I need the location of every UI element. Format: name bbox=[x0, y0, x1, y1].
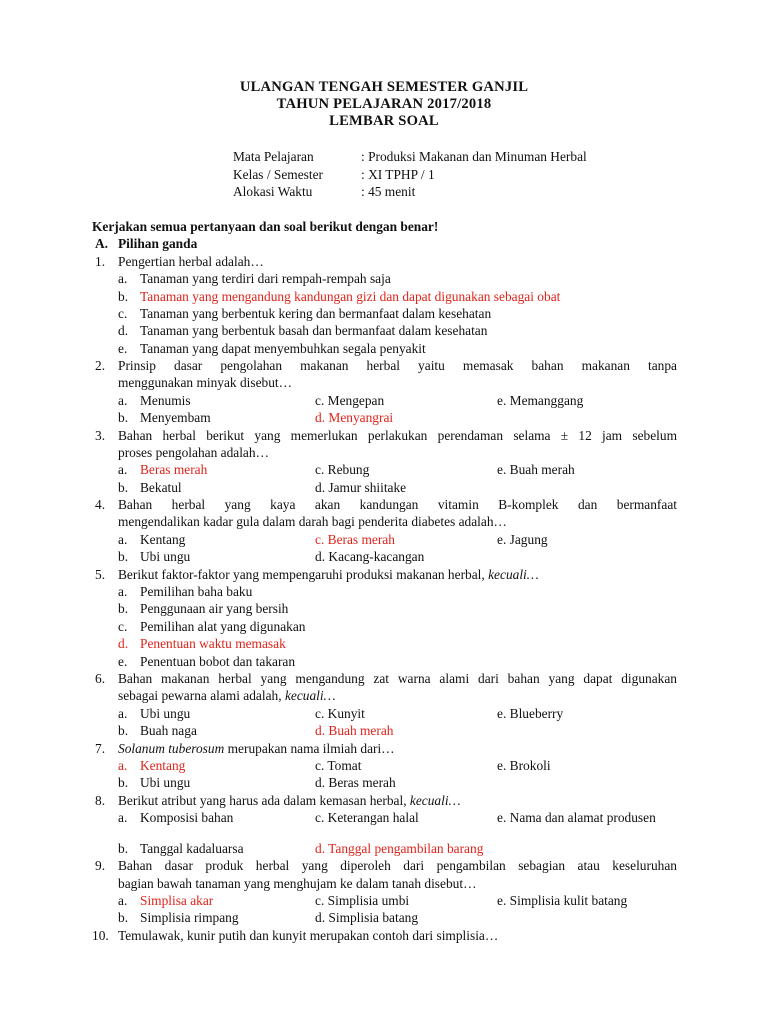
option-text: Kunyit bbox=[327, 706, 365, 721]
option-letter: c. bbox=[315, 532, 325, 547]
option-answer bbox=[315, 531, 395, 548]
option-text: Buah naga bbox=[140, 723, 197, 738]
option-text: Tanggal pengambilan barang bbox=[328, 841, 484, 856]
question-text bbox=[118, 566, 677, 583]
option-letter: a. bbox=[118, 810, 128, 825]
option-text: Tanaman yang terdiri dari rempah-rempah saja bbox=[140, 271, 391, 286]
option-letter: a. bbox=[118, 706, 128, 721]
option-letter: c. bbox=[315, 758, 325, 773]
option-text: Simplisia kulit batang bbox=[509, 893, 628, 908]
option bbox=[497, 809, 656, 826]
option-text: Tanaman yang berbentuk kering dan bermanfaat dalam kesehatan bbox=[140, 306, 492, 321]
question-text: Pengertian herbal adalah… bbox=[118, 254, 264, 269]
option-letter: c. bbox=[315, 706, 325, 721]
option bbox=[315, 774, 396, 791]
option bbox=[497, 531, 548, 548]
option-letter-answer: a. bbox=[118, 758, 128, 773]
option bbox=[497, 392, 583, 409]
question-text-italic: kecuali… bbox=[409, 793, 461, 808]
option-letter: b. bbox=[118, 410, 129, 425]
option-letter: a. bbox=[118, 532, 128, 547]
option-letter: d. bbox=[315, 549, 326, 564]
option-text: Memanggang bbox=[509, 393, 584, 408]
question-number: 10. bbox=[92, 928, 109, 943]
question-number: 4. bbox=[95, 497, 106, 512]
option bbox=[497, 892, 627, 909]
option bbox=[315, 809, 419, 826]
option-letter: e. bbox=[497, 532, 507, 547]
question-number: 9. bbox=[95, 858, 106, 873]
option-text: Kentang bbox=[140, 532, 186, 547]
meta-value: : XI TPHP / 1 bbox=[361, 167, 435, 182]
option-letter: e. bbox=[497, 706, 507, 721]
option-letter: c. bbox=[315, 462, 325, 477]
meta-value: : 45 menit bbox=[361, 184, 416, 199]
question-number: 2. bbox=[95, 358, 106, 373]
option-letter: b. bbox=[118, 910, 129, 925]
option bbox=[315, 392, 384, 409]
option-letter: d. bbox=[315, 841, 326, 856]
option-letter: b. bbox=[118, 775, 129, 790]
option-text-answer: Beras merah bbox=[140, 462, 208, 477]
option-text: Pemilihan alat yang digunakan bbox=[140, 619, 306, 634]
option-letter: e. bbox=[497, 893, 507, 908]
question-text-main: sebagai pewarna alami adalah, bbox=[118, 688, 282, 703]
option-text-answer: Kentang bbox=[140, 758, 186, 773]
option bbox=[497, 461, 575, 478]
question-text: menggunakan minyak disebut… bbox=[118, 375, 293, 390]
section-title: Pilihan ganda bbox=[118, 236, 198, 251]
option-answer bbox=[315, 840, 483, 857]
option-letter: c. bbox=[315, 393, 325, 408]
option-text: Tanaman yang dapat menyembuhkan segala penyakit bbox=[140, 341, 426, 356]
question-text-italic: kecuali… bbox=[284, 688, 336, 703]
option-letter: b. bbox=[118, 723, 129, 738]
option-text: Penggunaan air yang bersih bbox=[140, 601, 289, 616]
option bbox=[315, 892, 409, 909]
option-letter: d. bbox=[118, 323, 129, 338]
question-text-main: merupakan nama ilmiah dari… bbox=[227, 741, 395, 756]
question-number: 6. bbox=[95, 671, 106, 686]
option bbox=[497, 757, 551, 774]
option-text: Menumis bbox=[140, 393, 191, 408]
option-letter: c. bbox=[118, 306, 128, 321]
option bbox=[315, 548, 424, 565]
question-text bbox=[118, 687, 677, 704]
option-text: Bekatul bbox=[140, 480, 182, 495]
option bbox=[315, 705, 365, 722]
question-number: 3. bbox=[95, 428, 106, 443]
option-text: Ubi ungu bbox=[140, 775, 191, 790]
option-text: Nama dan alamat produsen bbox=[509, 810, 656, 825]
question-text bbox=[118, 740, 677, 757]
question-text-main: Berikut faktor-faktor yang mempengaruhi produksi makanan herbal, bbox=[118, 567, 485, 582]
option-letter: e. bbox=[118, 654, 128, 669]
option-text: Komposisi bahan bbox=[140, 810, 234, 825]
option-text-answer: Penentuan waktu memasak bbox=[140, 636, 286, 651]
option-letter: d. bbox=[315, 910, 326, 925]
option-letter: a. bbox=[118, 893, 128, 908]
option-text: Tanaman yang berbentuk basah dan bermanfaat dalam kesehatan bbox=[140, 323, 488, 338]
instruction: Kerjakan semua pertanyaan dan soal berikut dengan benar! bbox=[92, 219, 439, 234]
option-text-answer: Simplisa akar bbox=[140, 893, 214, 908]
question-number: 8. bbox=[95, 793, 106, 808]
option-letter: b. bbox=[118, 841, 129, 856]
option-text: Rebung bbox=[327, 462, 370, 477]
academic-year-title: TAHUN PELAJARAN 2017/2018 bbox=[276, 96, 492, 112]
option-letter: b. bbox=[118, 601, 129, 616]
option-letter: d. bbox=[315, 775, 326, 790]
option-text: Keterangan halal bbox=[327, 810, 419, 825]
option-letter: b. bbox=[118, 549, 129, 564]
option-letter: e. bbox=[497, 758, 507, 773]
option-letter: d. bbox=[315, 480, 326, 495]
option-text: Buah merah bbox=[328, 723, 394, 738]
option bbox=[315, 909, 418, 926]
option-text: Brokoli bbox=[509, 758, 551, 773]
option-letter: a. bbox=[118, 393, 128, 408]
option-text: Tomat bbox=[327, 758, 362, 773]
option-letter: e. bbox=[118, 341, 128, 356]
option-text: Buah merah bbox=[509, 462, 575, 477]
option-text: Ubi ungu bbox=[140, 549, 191, 564]
option-text: Beras merah bbox=[328, 775, 396, 790]
meta-label: Kelas / Semester bbox=[233, 167, 323, 182]
option-text: Mengepan bbox=[327, 393, 385, 408]
meta-label: Mata Pelajaran bbox=[233, 149, 314, 164]
option-text: Tanggal kadaluarsa bbox=[140, 841, 244, 856]
question-text: mengendalikan kadar gula dalam darah bagi penderita diabetes adalah… bbox=[118, 514, 507, 529]
option bbox=[315, 479, 406, 496]
question-text-main: Berikut atribut yang harus ada dalam kemasan herbal, bbox=[118, 793, 407, 808]
question-text: Prinsip dasar pengolahan makanan herbal yaitu memasak bahan makanan tanpa bbox=[118, 358, 677, 373]
option-answer bbox=[315, 409, 393, 426]
section-letter: A. bbox=[95, 236, 109, 251]
question-number: 7. bbox=[95, 741, 106, 756]
option-text: Ubi ungu bbox=[140, 706, 191, 721]
exam-title: ULANGAN TENGAH SEMESTER GANJIL bbox=[239, 79, 529, 95]
question-text: Bahan herbal yang kaya akan kandungan vitamin B-komplek dan bermanfaat bbox=[118, 497, 677, 512]
option-letter: e. bbox=[497, 462, 507, 477]
option-letter: a. bbox=[118, 271, 128, 286]
option-text: Penentuan bobot dan takaran bbox=[140, 654, 296, 669]
question-text: Bahan makanan herbal yang mengandung zat warna alami dari bahan yang dapat digunakan bbox=[118, 671, 677, 686]
option-letter: d. bbox=[315, 723, 326, 738]
option-letter-answer: d. bbox=[118, 636, 129, 651]
question-text-italic: Solanum tuberosum bbox=[118, 741, 225, 756]
option-text: Jamur shiitake bbox=[328, 480, 407, 495]
option-text: Jagung bbox=[509, 532, 548, 547]
option-letter: b. bbox=[118, 289, 129, 304]
option-letter: d. bbox=[315, 410, 326, 425]
question-text: Temulawak, kunir putih dan kunyit merupakan contoh dari simplisia… bbox=[118, 928, 499, 943]
question-text: Bahan dasar produk herbal yang diperoleh dari pengambilan sebagian atau keseluruhan bbox=[118, 858, 677, 873]
sheet-title: LEMBAR SOAL bbox=[329, 113, 439, 129]
option-letter: a. bbox=[118, 584, 128, 599]
option bbox=[497, 705, 563, 722]
meta-label: Alokasi Waktu bbox=[233, 184, 313, 199]
meta-value: : Produksi Makanan dan Minuman Herbal bbox=[361, 149, 587, 164]
option-text: Menyembam bbox=[140, 410, 211, 425]
option-letter: b. bbox=[118, 480, 129, 495]
option bbox=[315, 461, 369, 478]
option-letter: a. bbox=[118, 462, 128, 477]
question-text-italic: kecuali… bbox=[488, 567, 539, 582]
option-letter: e. bbox=[497, 393, 507, 408]
question-text: proses pengolahan adalah… bbox=[118, 445, 269, 460]
option-letter: c. bbox=[315, 810, 325, 825]
option-text: Kacang-kacangan bbox=[328, 549, 425, 564]
option-text-answer: Tanaman yang mengandung kandungan gizi dan dapat digunakan sebagai obat bbox=[140, 289, 561, 304]
option-text: Pemilihan baha baku bbox=[140, 584, 253, 599]
question-text: bagian bawah tanaman yang menghujam ke dalam tanah disebut… bbox=[118, 876, 477, 891]
option-answer bbox=[315, 722, 393, 739]
question-number: 5. bbox=[95, 567, 106, 582]
option-text: Beras merah bbox=[327, 532, 395, 547]
option-text: Blueberry bbox=[509, 706, 564, 721]
option-letter: c. bbox=[315, 893, 325, 908]
question-text bbox=[118, 792, 677, 809]
option-text: Simplisia rimpang bbox=[140, 910, 239, 925]
option bbox=[315, 757, 361, 774]
option-text: Menyangrai bbox=[328, 410, 394, 425]
option-letter: c. bbox=[118, 619, 128, 634]
option-letter: e. bbox=[497, 810, 507, 825]
question-text: Bahan herbal berikut yang memerlukan perlakukan perendaman selama ± 12 jam sebelum bbox=[118, 428, 677, 443]
option-text: Simplisia umbi bbox=[327, 893, 410, 908]
option-text: Simplisia batang bbox=[328, 910, 419, 925]
question-number: 1. bbox=[95, 254, 106, 269]
